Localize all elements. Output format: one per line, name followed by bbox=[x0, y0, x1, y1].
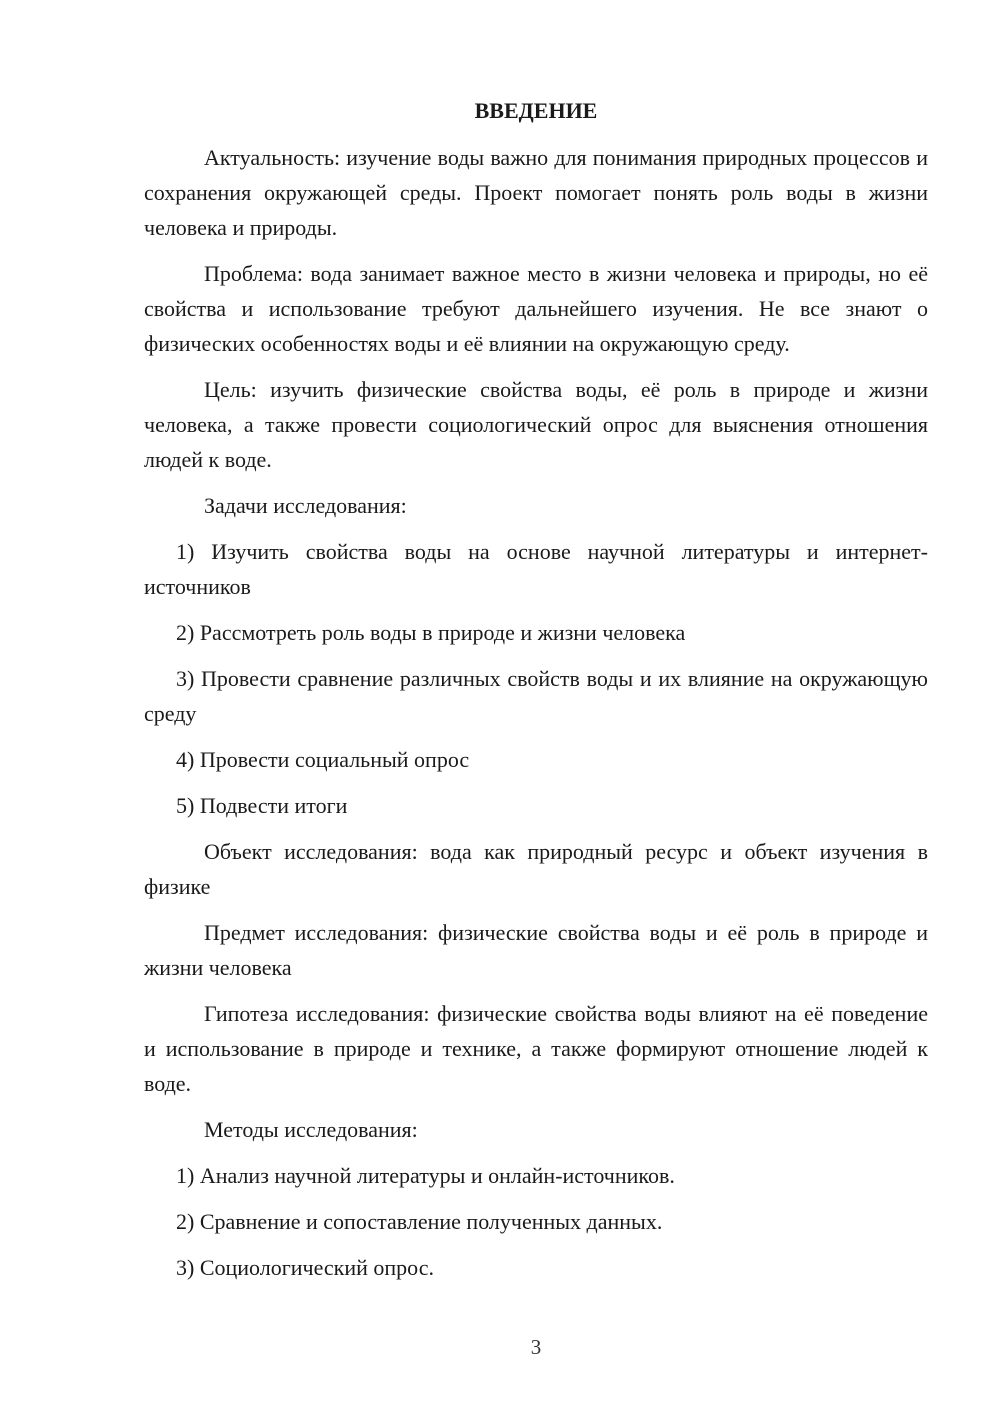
page-title: ВВЕДЕНИЕ bbox=[474, 98, 598, 123]
paragraph-methods-heading: Методы исследования: bbox=[204, 1117, 418, 1142]
task-item-4: 4) Провести социальный опрос bbox=[176, 747, 470, 772]
task-item-2: 2) Рассмотреть роль воды в природе и жизни человека bbox=[176, 620, 686, 645]
task-item-5: 5) Подвести итоги bbox=[176, 793, 348, 818]
paragraph-subject: Предмет исследования: физические свойства воды и её роль в природе и жизни человека bbox=[144, 920, 928, 980]
task-item-1: 1) Изучить свойства воды на основе научной литературы и интернет-источников bbox=[144, 539, 928, 599]
paragraph-hypothesis: Гипотеза исследования: физические свойства воды влияют на её поведение и использование в природе и технике, а также формируют отношение людей к воде. bbox=[144, 1001, 928, 1096]
paragraph-goal: Цель: изучить физические свойства воды, её роль в природе и жизни человека, а также провести социологический опрос для выяснения отношения людей к воде. bbox=[144, 377, 928, 472]
task-item-3: 3) Провести сравнение различных свойств воды и их влияние на окружающую среду bbox=[144, 666, 928, 726]
paragraph-problem: Проблема: вода занимает важное место в жизни человека и природы, но её свойства и использование требуют дальнейшего изучения. Не все знают о физических особенностях воды и её влиянии на окружающую среду. bbox=[144, 261, 928, 356]
paragraph-tasks-heading: Задачи исследования: bbox=[204, 493, 407, 518]
document-page bbox=[144, 96, 928, 1285]
page-number: 3 bbox=[530, 1335, 542, 1359]
document-body bbox=[144, 140, 928, 1285]
method-item-2: 2) Сравнение и сопоставление полученных данных. bbox=[176, 1209, 663, 1234]
method-item-3: 3) Социологический опрос. bbox=[176, 1255, 434, 1280]
method-item-1: 1) Анализ научной литературы и онлайн-источников. bbox=[176, 1163, 675, 1188]
paragraph-relevance: Актуальность: изучение воды важно для понимания природных процессов и сохранения окружающей среды. Проект помогает понять роль воды в жизни человека и природы. bbox=[144, 145, 928, 240]
paragraph-object: Объект исследования: вода как природный ресурс и объект изучения в физике bbox=[144, 839, 928, 899]
